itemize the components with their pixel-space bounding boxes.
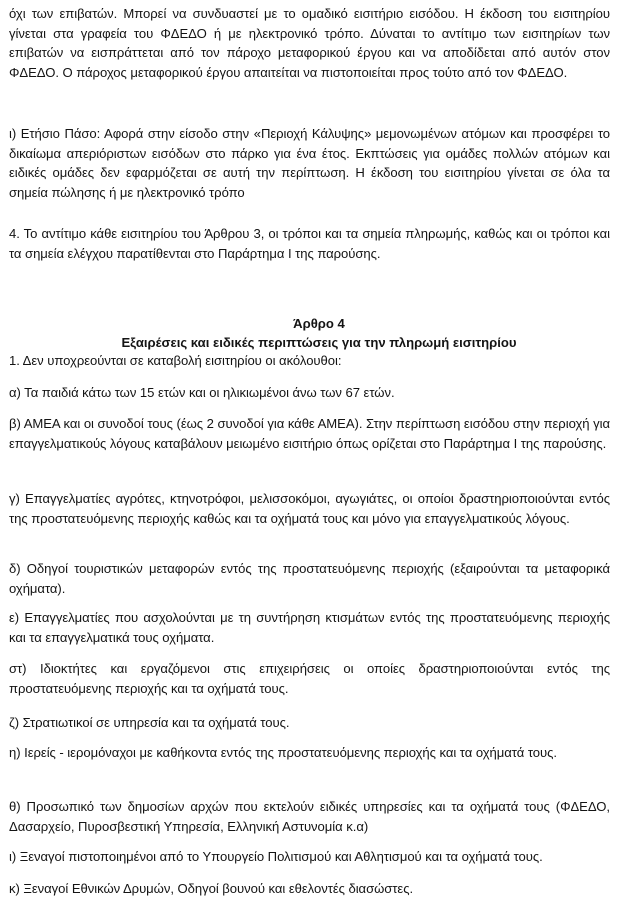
- exemption-item-d: δ) Οδηγοί τουριστικών μεταφορών εντός της προστατευόμενης περιοχής (εξαιρούνται τα μεταφορικά οχήματα).: [9, 561, 610, 596]
- exemption-item-a: α) Τα παιδιά κάτω των 15 ετών και οι ηλικιωμένοι άνω των 67 ετών.: [9, 385, 395, 400]
- article-title: Εξαιρέσεις και ειδικές περιπτώσεις για την πληρωμή εισιτηρίου: [121, 335, 517, 350]
- exemption-item-th: θ) Προσωπικό των δημοσίων αρχών που εκτελούν ειδικές υπηρεσίες και τα οχήματά τους (ΦΔΕΔΟ, Δασαρχείο, Πυροσβεστική Υπηρεσία, Ελληνική Αστυνομία κ.α): [9, 799, 610, 834]
- article-number: Άρθρο 4: [293, 316, 345, 331]
- exemption-item-e: ε) Επαγγελματίες που ασχολούνται με τη συντήρηση κτισμάτων εντός της προστατευόμενης περιοχής και τα επαγγελματικά τους οχήματα.: [9, 610, 610, 645]
- exemption-item-c: γ) Επαγγελματίες αγρότες, κτηνοτρόφοι, μελισσοκόμοι, αγωγιάτες, οι οποίοι δραστηριοποιούνται εντός της προστατευόμενης περιοχής καθώς και τα οχήματά τους και μόνο για επαγγελματικούς λόγους.: [9, 491, 610, 526]
- exemption-item-z: ζ) Στρατιωτικοί σε υπηρεσία και τα οχήματά τους.: [9, 715, 290, 730]
- exemption-item-b: β) ΑΜΕΑ και οι συνοδοί τους (έως 2 συνοδοί για κάθε ΑΜΕΑ). Στην περίπτωση εισόδου στην περιοχή για επαγγελματικούς λόγους καταβάλουν μειωμένο εισιτήριο όπως ορίζεται στο Παράρτημα Ι της παρούσης.: [9, 416, 610, 451]
- exemption-item-i: ι) Ξεναγοί πιστοποιημένοι από το Υπουργείο Πολιτισμού και Αθλητισμού και τα οχήματά τους.: [9, 849, 543, 864]
- exemption-item-k: κ) Ξεναγοί Εθνικών Δρυμών, Οδηγοί βουνού και εθελοντές διασώστες.: [9, 881, 414, 896]
- exemption-item-st: στ) Ιδιοκτήτες και εργαζόμενοι στις επιχειρήσεις οι οποίες δραστηριοποιούνται εντός της προστατευόμενης περιοχής και τα οχήματά τους.: [9, 661, 610, 696]
- annual-pass-paragraph: ι) Ετήσιο Πάσο: Αφορά στην είσοδο στην «Περιοχή Κάλυψης» μεμονωμένων ατόμων και προσφέρει το δικαίωμα απεριόριστων εισόδων στο πάρκο για ένα έτος. Εκπτώσεις για ομάδες πολλών ατόμων και ειδικές ομάδες δεν εφαρμόζεται σε αυτή την περίπτωση. Η έκδοση του εισιτηρίου γίνεται σε όλα τα σημεία πώλησης ή με ηλεκτρονικό τρόπο: [9, 126, 610, 200]
- exemption-item-h: η) Ιερείς - ιερομόναχοι με καθήκοντα εντός της προστατευόμενης περιοχής και τα οχήματά τους.: [9, 745, 557, 760]
- article-intro: 1. Δεν υποχρεούνται σε καταβολή εισιτηρίου οι ακόλουθοι:: [9, 353, 342, 368]
- intro-paragraph: όχι των επιβατών. Μπορεί να συνδυαστεί με το ομαδικό εισιτήριο εισόδου. Η έκδοση του εισιτηρίου γίνεται στα γραφεία του ΦΔΕΔΟ ή με ηλεκτρονικό τρόπο. Δύναται το αντίτιμο των εισιτηρίων των επιβατών να εισπράττεται από τον πάροχο μεταφορικού έργου και να αποδίδεται από αυτόν στον ΦΔΕΔΟ. Ο πάροχος μεταφορικού έργου απαιτείται να πιστοποιείται προς τούτο από τον ΦΔΕΔΟ.: [9, 6, 610, 80]
- item-4-paragraph: 4. Το αντίτιμο κάθε εισιτηρίου του Άρθρου 3, οι τρόποι και τα σημεία πληρωμής, καθώς και οι τρόποι και τα σημεία ελέγχου παρατίθενται στο Παράρτημα Ι της παρούσης.: [9, 226, 610, 261]
